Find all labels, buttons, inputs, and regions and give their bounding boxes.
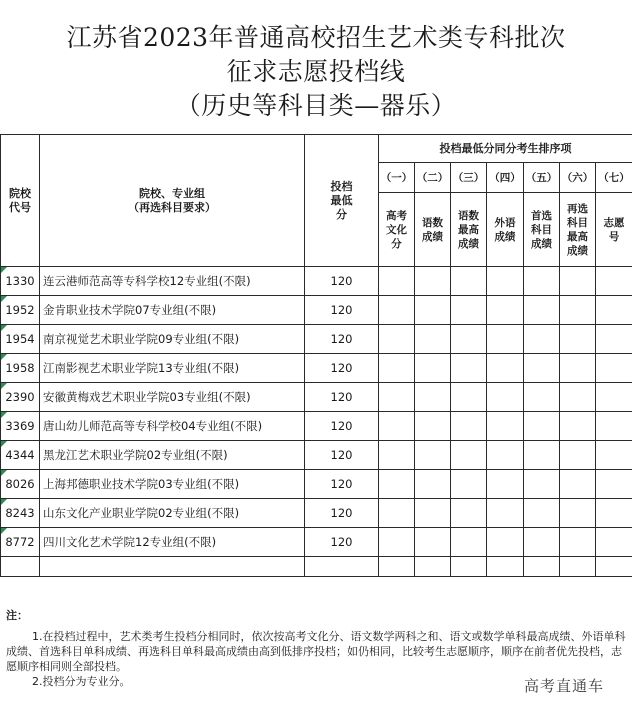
row-marker-icon: [1, 325, 7, 331]
rank-value-cell: [524, 412, 560, 441]
table-row: [1, 354, 632, 383]
rank-value-cell: [560, 441, 596, 470]
rank-value-cell: [487, 412, 524, 441]
empty-cell: [487, 557, 524, 577]
row-marker-icon: [1, 296, 7, 302]
empty-cell: [560, 557, 596, 577]
rank-value-cell: [596, 325, 632, 354]
school-group-cell: 黑龙江艺术职业学院02专业组(不限): [40, 441, 305, 470]
rank-item-label: 再选科目最高成绩: [560, 193, 596, 267]
rank-value-cell: [415, 296, 451, 325]
school-code-text: 1958: [5, 361, 35, 375]
school-group-cell: 江南影视艺术职业学院13专业组(不限): [40, 354, 305, 383]
rank-value-cell: [596, 296, 632, 325]
rank-item-label: 高考文化分: [379, 193, 415, 267]
table-row: [1, 412, 632, 441]
rank-value-cell: [596, 383, 632, 412]
rank-value-cell: [560, 325, 596, 354]
rank-item-number: （三）: [451, 163, 487, 193]
min-score-cell: 120: [305, 528, 379, 557]
rank-value-cell: [487, 267, 524, 296]
min-score-cell: 120: [305, 354, 379, 383]
rank-value-cell: [379, 470, 415, 499]
table-row: [1, 325, 632, 354]
rank-value-cell: [415, 267, 451, 296]
school-group-cell: 四川文化艺术学院12专业组(不限): [40, 528, 305, 557]
rank-value-cell: [415, 325, 451, 354]
rank-value-cell: [560, 267, 596, 296]
empty-cell: [451, 557, 487, 577]
table-row: [1, 296, 632, 325]
school-code-cell: [1, 499, 40, 528]
rank-value-cell: [451, 412, 487, 441]
note-item-1: 1.在投档过程中，艺术类考生投档分相同时，依次按高考文化分、语文数学两科之和、语文或数学单科最高成绩、外语单科成绩、首选科目单科成绩、再选科目单科最高成绩由高到低排序投档；如仍相同，比较考生志愿顺序，顺序在前者优先投档，志愿顺序相同则全部投档。: [6, 630, 626, 673]
table-row: [1, 383, 632, 412]
rank-value-cell: [487, 325, 524, 354]
header-school-group: [40, 135, 305, 267]
school-code-text: 2390: [5, 390, 35, 404]
rank-value-cell: [596, 528, 632, 557]
rank-value-cell: [560, 528, 596, 557]
school-code-text: 1330: [5, 274, 35, 288]
rank-value-cell: [415, 441, 451, 470]
rank-value-cell: [379, 499, 415, 528]
title-line-1: 江苏省2023年普通高校招生艺术类专科批次: [66, 23, 566, 52]
rank-item-label: 外语成绩: [487, 193, 524, 267]
min-score-cell: 120: [305, 499, 379, 528]
rank-value-cell: [487, 354, 524, 383]
empty-cell: [415, 557, 451, 577]
school-group-cell: 连云港师范高等专科学校12专业组(不限): [40, 267, 305, 296]
row-marker-icon: [1, 470, 7, 476]
school-code-text: 1952: [5, 303, 35, 317]
school-code-cell: [1, 528, 40, 557]
rank-item-number: （二）: [415, 163, 451, 193]
rank-value-cell: [379, 325, 415, 354]
rank-value-cell: [415, 383, 451, 412]
rank-value-cell: [524, 470, 560, 499]
empty-cell: [40, 557, 305, 577]
rank-value-cell: [379, 267, 415, 296]
empty-cell: [524, 557, 560, 577]
rank-value-cell: [415, 412, 451, 441]
rank-value-cell: [415, 470, 451, 499]
rank-value-cell: [596, 441, 632, 470]
rank-item-number: （一）: [379, 163, 415, 193]
row-marker-icon: [1, 441, 7, 447]
rank-value-cell: [487, 296, 524, 325]
title-line-2: 征求志愿投档线: [226, 57, 406, 86]
rank-value-cell: [415, 499, 451, 528]
admission-score-table: [0, 134, 632, 577]
header-school-code: 院校代号: [1, 135, 40, 267]
rank-value-cell: [524, 296, 560, 325]
table-row: [1, 267, 632, 296]
rank-value-cell: [524, 325, 560, 354]
header-rank-group: 投档最低分同分考生排序项: [379, 135, 632, 163]
school-code-text: 4344: [5, 448, 35, 462]
rank-value-cell: [596, 412, 632, 441]
rank-item-label: 语数最高成绩: [451, 193, 487, 267]
rank-value-cell: [560, 499, 596, 528]
school-group-cell: 山东文化产业职业学院02专业组(不限): [40, 499, 305, 528]
rank-item-label: 语数成绩: [415, 193, 451, 267]
rank-value-cell: [487, 441, 524, 470]
table-row: [1, 441, 632, 470]
school-group-cell: 唐山幼儿师范高等专科学校04专业组(不限): [40, 412, 305, 441]
row-marker-icon: [1, 267, 7, 273]
rank-value-cell: [451, 528, 487, 557]
row-marker-icon: [1, 354, 7, 360]
row-marker-icon: [1, 499, 7, 505]
rank-value-cell: [379, 412, 415, 441]
rank-item-number: （五）: [524, 163, 560, 193]
rank-value-cell: [524, 354, 560, 383]
rank-value-cell: [451, 325, 487, 354]
header-school-group-line1: 院校、专业组: [139, 186, 205, 200]
school-group-cell: 安徽黄梅戏艺术职业学院03专业组(不限): [40, 383, 305, 412]
rank-value-cell: [596, 267, 632, 296]
row-marker-icon: [1, 383, 7, 389]
school-code-cell: [1, 412, 40, 441]
table-row: [1, 528, 632, 557]
min-score-cell: 120: [305, 441, 379, 470]
rank-value-cell: [379, 441, 415, 470]
rank-value-cell: [415, 354, 451, 383]
rank-item-label: 志愿号: [596, 193, 632, 267]
title-line-3: （历史等科目类—器乐）: [175, 91, 457, 120]
rank-value-cell: [379, 383, 415, 412]
school-group-cell: 南京视觉艺术职业学院09专业组(不限): [40, 325, 305, 354]
rank-value-cell: [524, 528, 560, 557]
rank-value-cell: [560, 383, 596, 412]
rank-value-cell: [524, 267, 560, 296]
school-code-cell: [1, 441, 40, 470]
rank-item-number: （六）: [560, 163, 596, 193]
school-code-cell: [1, 354, 40, 383]
school-code-text: 1954: [5, 332, 35, 346]
table-row-empty: [1, 557, 632, 577]
rank-item-label: 首选科目成绩: [524, 193, 560, 267]
school-code-cell: [1, 325, 40, 354]
min-score-cell: 120: [305, 325, 379, 354]
table-row: [1, 499, 632, 528]
header-min-score: 投档最低分: [305, 135, 379, 267]
rank-value-cell: [451, 267, 487, 296]
header-school-group-line2: （再选科目要求）: [128, 200, 216, 214]
rank-value-cell: [524, 499, 560, 528]
table-row: [1, 470, 632, 499]
rank-value-cell: [524, 441, 560, 470]
rank-value-cell: [451, 470, 487, 499]
min-score-cell: 120: [305, 470, 379, 499]
notes-label: 注：: [6, 609, 28, 622]
min-score-cell: 120: [305, 296, 379, 325]
min-score-cell: 120: [305, 383, 379, 412]
min-score-cell: 120: [305, 412, 379, 441]
rank-value-cell: [487, 528, 524, 557]
rank-value-cell: [487, 499, 524, 528]
rank-value-cell: [379, 296, 415, 325]
rank-value-cell: [451, 296, 487, 325]
rank-item-number: （七）: [596, 163, 632, 193]
rank-item-number: （四）: [487, 163, 524, 193]
empty-cell: [379, 557, 415, 577]
rank-value-cell: [560, 354, 596, 383]
rank-value-cell: [560, 296, 596, 325]
rank-value-cell: [415, 528, 451, 557]
row-marker-icon: [1, 412, 7, 418]
rank-value-cell: [596, 470, 632, 499]
school-code-cell: [1, 267, 40, 296]
rank-value-cell: [451, 499, 487, 528]
school-code-cell: [1, 383, 40, 412]
note-item-2: 2.投档分为专业分。: [32, 675, 131, 688]
rank-value-cell: [560, 412, 596, 441]
school-group-cell: 上海邦德职业技术学院03专业组(不限): [40, 470, 305, 499]
rank-value-cell: [524, 383, 560, 412]
rank-value-cell: [596, 354, 632, 383]
rank-value-cell: [379, 354, 415, 383]
rank-value-cell: [451, 354, 487, 383]
rank-value-cell: [487, 470, 524, 499]
empty-cell: [596, 557, 632, 577]
watermark-text: 高考直通车: [523, 677, 604, 695]
min-score-cell: 120: [305, 267, 379, 296]
school-code-text: 3369: [5, 419, 35, 433]
school-code-text: 8026: [5, 477, 35, 491]
row-marker-icon: [1, 528, 7, 534]
school-code-cell: [1, 296, 40, 325]
school-group-cell: 金肯职业技术学院07专业组(不限): [40, 296, 305, 325]
rank-value-cell: [379, 528, 415, 557]
school-code-text: 8243: [5, 506, 35, 520]
empty-cell: [1, 557, 40, 577]
rank-value-cell: [596, 499, 632, 528]
rank-value-cell: [560, 470, 596, 499]
rank-value-cell: [451, 441, 487, 470]
school-code-text: 8772: [5, 535, 35, 549]
empty-cell: [305, 557, 379, 577]
school-code-cell: [1, 470, 40, 499]
rank-value-cell: [487, 383, 524, 412]
rank-value-cell: [451, 383, 487, 412]
